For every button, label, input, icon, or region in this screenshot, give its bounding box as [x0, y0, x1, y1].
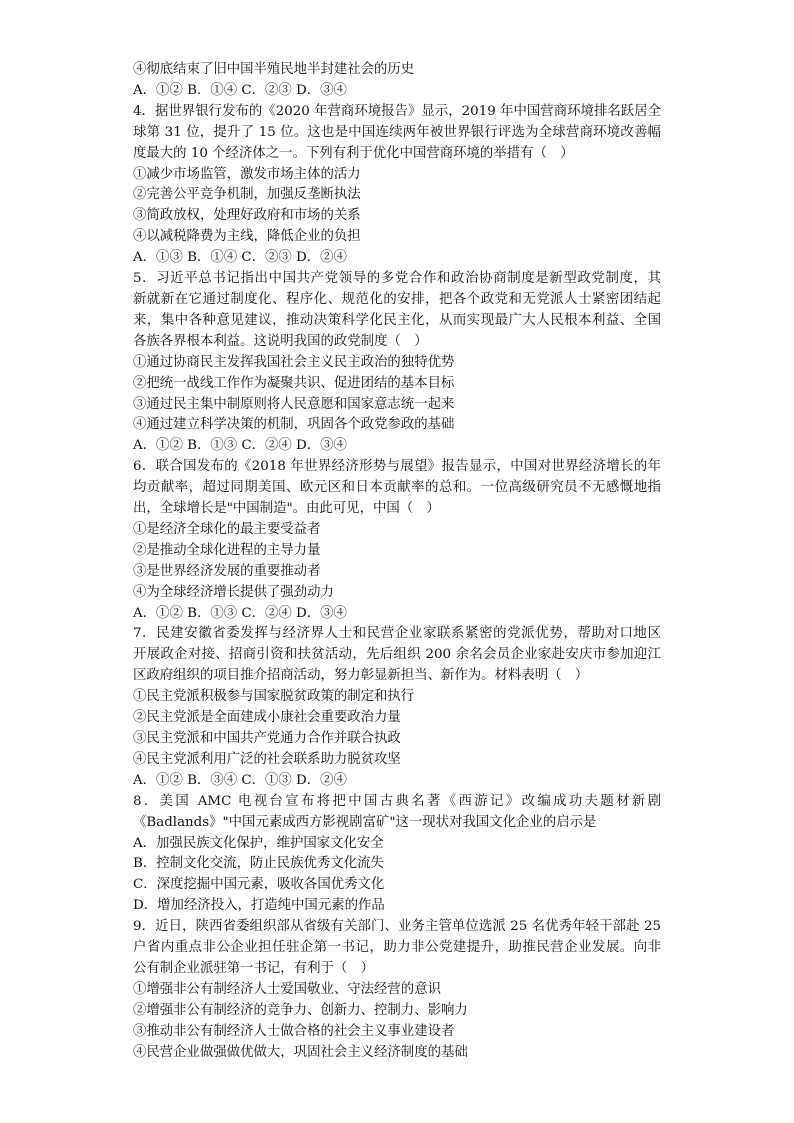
answer-choices: A．①② B．①③ C．②④ D．③④	[133, 605, 347, 621]
option-line: ①通过协商民主发挥我国社会主义民主政治的独特优势	[133, 354, 455, 370]
option-line: ④通过建立科学决策的机制，巩固各个政党参政的基础	[133, 417, 455, 433]
answer-choices: A．①② B．①③ C．②④ D．③④	[133, 438, 347, 454]
question-5-text: 5．习近平总书记指出中国共产党领导的多党合作和政治协商制度是新型政党制度，其	[133, 271, 661, 287]
answer-choices: A．①③ B．①④ C．②③ D．②④	[133, 250, 347, 266]
option-line: A．加强民族文化保护，维护国家文化安全	[133, 835, 384, 851]
option-line: ②把统一战线工作作为凝聚共识、促进团结的基本目标	[133, 375, 455, 391]
option-line: C．深度挖掘中国元素，吸收各国优秀文化	[133, 877, 385, 893]
question-5-text: 各族各界根本利益。这说明我国的政党制度（ ）	[133, 333, 428, 349]
option-line: ③是世界经济发展的重要推动者	[133, 563, 321, 579]
question-8-text: 8．美国 AMC 电视台宣布将把中国古典名著《西游记》改编成功夫题材新剧	[133, 793, 661, 809]
question-4-text: 球第 31 位，提升了 15 位。这也是中国连续两年被世界银行评选为全球营商环境改善幅	[133, 124, 661, 140]
option-line: ②是推动全球化进程的主导力量	[133, 542, 321, 558]
option-line: ①减少市场监管，激发市场主体的活力	[133, 166, 361, 182]
question-9-text: 9．近日，陕西省委组织部从省级有关部门、业务主管单位选派 25 名优秀年轻干部赴 25	[133, 919, 661, 935]
option-line: ①增强非公有制经济人士爱国敬业、守法经营的意识	[133, 981, 441, 997]
question-8-text: 《Badlands》"中国元素成西方影视剧富矿"这一现状对我国文化企业的启示是	[133, 814, 597, 830]
option-line: ④民营企业做强做优做大，巩固社会主义经济制度的基础	[133, 1044, 468, 1060]
answer-choices: A．①② B．①④ C．②③ D．③④	[133, 82, 347, 98]
option-line: ④为全球经济增长提供了强劲动力	[133, 584, 334, 600]
option-line: ③民主党派和中国共产党通力合作并联合执政	[133, 731, 401, 746]
option-line: ②完善公平竞争机制，加强反垄断执法	[133, 187, 361, 203]
document-page	[133, 60, 661, 1064]
question-7-text: 开展政企对接、招商引资和扶贫活动，先后组织 200 余名会员企业家赴安庆市参加迎江	[133, 647, 661, 663]
option-line: ②民主党派是全面建成小康社会重要政治力量	[133, 710, 401, 726]
option-line: D．增加经济投入，打造纯中国元素的作品	[133, 898, 385, 914]
option-line: ①是经济全球化的最主要受益者	[133, 521, 321, 537]
option-line: ③推动非公有制经济人士做合格的社会主义事业建设者	[133, 1023, 455, 1039]
option-line: ④彻底结束了旧中国半殖民地半封建社会的历史	[133, 62, 415, 77]
question-5-text: 新就新在它通过制度化、程序化、规范化的安排，把各个政党和无党派人士紧密团结起	[133, 291, 661, 307]
option-line: ④以减税降费为主线，降低企业的负担	[133, 229, 361, 245]
question-9-text: 户省内重点非公企业担任驻企第一书记，助力非公党建提升，助推民营企业发展。向非	[133, 940, 661, 956]
option-line: ③通过民主集中制原则将人民意愿和国家意志统一起来	[133, 396, 455, 412]
question-7-text: 7．民建安徽省委发挥与经济界人士和民营企业家联系紧密的党派优势，帮助对口地区	[133, 626, 661, 642]
question-4-text: 度最大的 10 个经济体之一。下列有利于优化中国营商环境的举措有（ ）	[133, 145, 574, 161]
option-line: ①民主党派积极参与国家脱贫政策的制定和执行	[133, 689, 415, 705]
answer-choices: A．①② B．③④ C．①③ D．②④	[133, 772, 347, 788]
question-6-text: 均贡献率，超过同期美国、欧元区和日本贡献率的总和。一位高级研究员不无感慨地指	[133, 480, 661, 496]
question-6-text: 6．联合国发布的《2018 年世界经济形势与展望》报告显示，中国对世界经济增长的年	[133, 459, 661, 475]
option-line: B．控制文化交流，防止民族优秀文化流失	[133, 856, 384, 872]
question-6-text: 出，全球增长是"中国制造"。由此可见，中国（ ）	[133, 501, 440, 517]
option-line: ②增强非公有制经济的竞争力、创新力、控制力、影响力	[133, 1002, 468, 1018]
option-line: ④民主党派利用广泛的社会联系助力脱贫攻坚	[133, 751, 401, 767]
question-7-text: 区政府组织的项目推介招商活动，努力彰显新担当、新作为。材料表明（ ）	[133, 668, 589, 684]
question-9-text: 公有制企业派驻第一书记，有利于（ ）	[133, 960, 375, 976]
question-4-text: 4．据世界银行发布的《2020 年营商环境报告》显示，2019 年中国营商环境排名跃居全	[133, 103, 661, 119]
question-5-text: 来，集中各种意见建议，推动决策科学化民主化，从而实现最广大人民根本利益、全国	[133, 312, 661, 328]
option-line: ③简政放权，处理好政府和市场的关系	[133, 208, 361, 224]
